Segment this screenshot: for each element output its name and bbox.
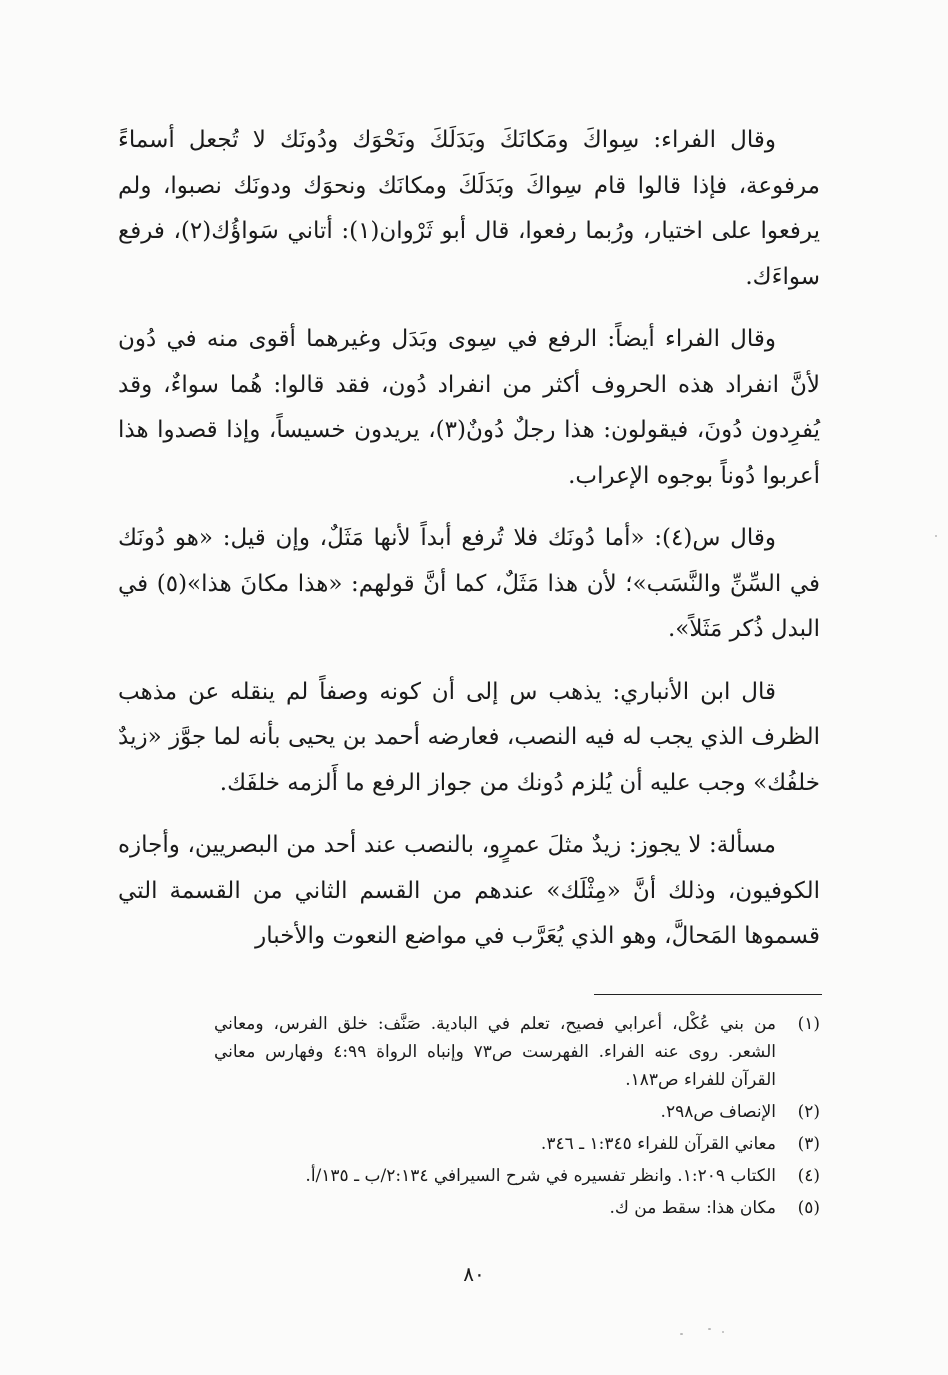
footnote-number: (٣) [797, 1134, 820, 1154]
footnote-text: الكتاب ١:٢٠٩. وانظر تفسيره في شرح السيرافي ٢:١٣٤/ب ـ ١٣٥/أ. [305, 1166, 776, 1186]
paragraph-1: وقال الفراء: سِواكَ ومَكانَكَ وبَدَلَكَ ونَحْوَك ودُونَك لا تُجعل أسماءً مرفوعة، فإذا قالوا قام سِواكَ وبَدَلَكَ ومكانَك ونحوَك ودونَك نصبوا، ولم يرفعوا على اختيار، ورُبما رفعوا، قال أبو ثَرْوان(١): أتاني سَواؤُك(٢)، فرفع سواءَك. [118, 127, 821, 290]
footnote-4 [214, 1162, 820, 1190]
scan-speck [680, 1333, 683, 1335]
footnote-number: (٥) [797, 1198, 820, 1218]
footnote-3 [214, 1130, 820, 1158]
footnote-separator [594, 994, 822, 995]
paragraph-4: قال ابن الأنباري: يذهب س إلى أن كونه وصفاً لم ينقله عن مذهب الظرف الذي يجب له فيه النصب، فعارضه أحمد بن يحيى بأنه لما جوَّز «زيدٌ خلفُك» وجب عليه أن يُلزم دُونك من جواز الرفع ما أَلزمه خلفَك. [118, 678, 820, 796]
footnote-text: من بني عُكْل، أعرابي فصيح، تعلم في البادية. صَنَّف: خلق الفرس، ومعاني الشعر. روى عنه الفراء. الفهرست ص٧٣ وإنباه الرواة ٤:٩٩ وفهارس معاني القرآن للفراء ص١٨٣. [214, 1014, 776, 1090]
footnote-text: مكان هذا: سقط من ك. [609, 1198, 776, 1218]
footnote-number: (٢) [797, 1102, 820, 1122]
footnote-5 [214, 1194, 820, 1222]
footnote-number: (١) [797, 1014, 820, 1034]
page-number: ٨٠ [463, 1262, 485, 1286]
footnote-number: (٤) [797, 1166, 820, 1186]
paragraph-2: وقال الفراء أيضاً: الرفع في سِوى وبَدَل وغيرهما أقوى منه في دُون لأنَّ انفراد هذه الحروف أكثر من انفراد دُون، فقد قالوا: هُما سواءٌ، وقد يُفرِدون دُونَ، فيقولون: هذا رجلٌ دُونٌ(٣)، يريدون خسيساً، وإذا قصدوا هذا أعربوا دُوناً بوجوه الإعراب. [118, 326, 821, 489]
scan-speck [722, 1331, 724, 1333]
paragraph-3: وقال س(٤): «أما دُونَك فلا تُرفع أبداً لأنها مَثَلٌ، وإن قيل: «هو دُونَك في السِّنِّ والنَّسَب»؛ لأن هذا مَثَلٌ، كما أنَّ قولهم: «هذا مكانَ هذا»(٥) في البدل ذُكر مَثَلاً». [118, 525, 820, 642]
scan-speck [708, 1328, 711, 1330]
footnote-2 [214, 1098, 820, 1126]
main-text [118, 118, 820, 977]
footnote-1 [214, 1010, 820, 1094]
footnote-text: معاني القرآن للفراء ١:٣٤٥ ـ ٣٤٦. [540, 1134, 776, 1154]
footnotes [214, 1010, 820, 1226]
scan-speck [935, 535, 937, 537]
footnote-text: الإنصاف ص٢٩٨. [660, 1102, 776, 1122]
paragraph-5: مسألة: لا يجوز: زيدٌ مثلَ عمرٍو، بالنصب عند أحد من البصريين، وأجازه الكوفيون، وذلك أنَّ «مِثْلَك» عندهم من القسم الثاني من القسمة التي قسموها المَحالَّ، وهو الذي يُعَرَّب في مواضع النعوت والأخبار [118, 832, 820, 949]
